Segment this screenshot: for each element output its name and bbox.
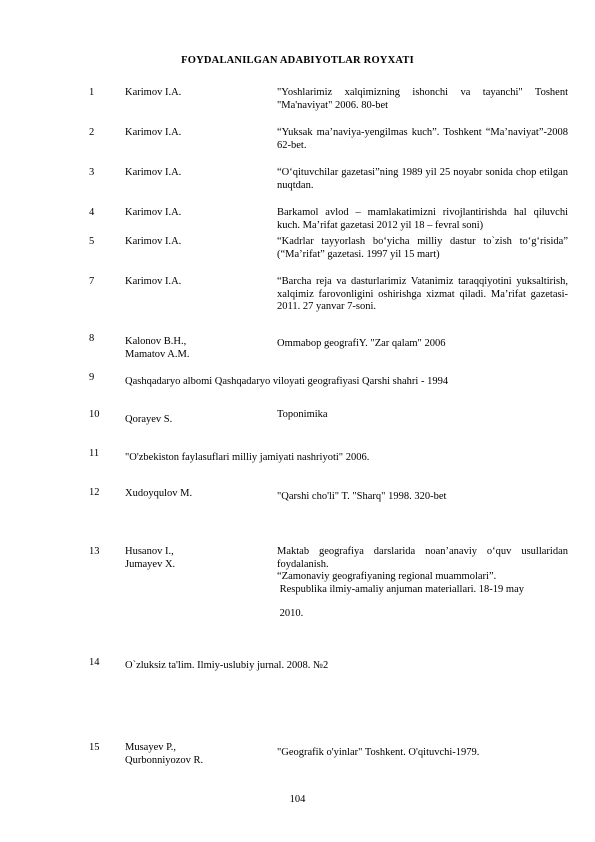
entry-number: 7 xyxy=(89,276,95,287)
entry-reference: "Qarshi cho'li" T. "Sharq" 1998. 320-bet xyxy=(277,491,447,502)
entry-reference: Barkamol avlod – mamlakatimizni rivojlantirishda hal qiluvchi kuch. Ma’rifat gazetasi 2012 yil 18 – fevral soni) xyxy=(277,207,568,231)
entry-author: Karimov I.A. xyxy=(125,87,182,98)
entry-reference: “O‘qituvchilar gazetasi”ning 1989 yil 25 noyabr sonida chop etilgan nuqtdan. xyxy=(277,167,568,191)
entry-number: 2 xyxy=(89,127,95,138)
entry-number: 10 xyxy=(89,409,100,420)
entry-reference: “Barcha reja va dasturlarimiz Vatanimiz taraqqiyotini yuksaltirish, xalqimiz farovonligini oshirishga xizmat qiladi. Ma’rifat gazetasi-2011. 27 yanvar 7-soni. xyxy=(277,276,568,312)
entry-number: 9 xyxy=(89,372,95,383)
entry-reference-line: “Zamonaviy geografiyaning regional muammolari”. xyxy=(277,571,497,582)
entry-number: 5 xyxy=(89,236,95,247)
entry-reference: Qashqadaryo albomi Qashqadaryo viloyati geografiyasi Qarshi shahri - 1994 xyxy=(125,376,449,387)
entry-author: Karimov I.A. xyxy=(125,127,182,138)
entry-number: 1 xyxy=(89,87,95,98)
entry-author: Karimov I.A. xyxy=(125,236,182,247)
entry-reference: Ommabop geografiY. "Zar qalam" 2006 xyxy=(277,338,446,349)
entry-number: 11 xyxy=(89,448,100,459)
entry-number: 14 xyxy=(89,657,100,668)
entry-author: Kalonov B.H., Mamatov A.M. xyxy=(125,336,190,360)
entry-reference: "Geografik o'yinlar" Toshkent. O'qituvchi-1979. xyxy=(277,747,480,758)
entry-author: Karimov I.A. xyxy=(125,276,182,287)
entry-author: Qorayev S. xyxy=(125,414,173,425)
entry-number: 3 xyxy=(89,167,95,178)
entry-author: Xudoyqulov M. xyxy=(125,488,193,499)
entry-reference: "Yoshlarimiz xalqimizning ishonchi va tayanchi" Toshent "Ma'naviyat" 2006. 80-bet xyxy=(277,87,568,111)
entry-reference: O`zluksiz ta'lim. Ilmiy-uslubiy jurnal. 2008. №2 xyxy=(125,660,329,671)
entry-number: 8 xyxy=(89,333,95,344)
entry-reference: "O'zbekiston faylasuflari milliy jamiyati nashriyoti" 2006. xyxy=(125,452,370,463)
entry-reference-line: Maktab geografiya darslarida noan’anaviy o‘quv usullaridan foydalanish. xyxy=(277,546,568,570)
entry-number: 15 xyxy=(89,742,100,753)
entry-author: Husanov I., Jumayev X. xyxy=(125,546,176,570)
entry-reference-line: Respublika ilmiy-amaliy anjuman materiallari. 18-19 may xyxy=(277,583,524,595)
entry-author: Karimov I.A. xyxy=(125,167,182,178)
entry-number: 13 xyxy=(89,546,100,557)
entry-reference: Toponimika xyxy=(277,409,328,420)
entry-reference: “Kadrlar tayyorlash bo‘yicha milliy dastur to`zish to‘g‘risida” (“Ma’rifat” gazetasi. 1997 yil 15 mart) xyxy=(277,236,568,260)
entry-reference xyxy=(277,546,568,621)
entry-number: 4 xyxy=(89,207,95,218)
page-title: FOYDALANILGAN ADABIYOTLAR ROYXATI xyxy=(181,55,414,66)
entry-reference: “Yuksak ma’naviya-yengilmas kuch”. Toshkent “Ma’naviyat”-2008 62-bet. xyxy=(277,127,568,151)
entry-reference-line: 2010. xyxy=(277,608,304,619)
page-number: 104 xyxy=(289,794,306,805)
entry-number: 12 xyxy=(89,487,100,498)
entry-author: Musayev P., Qurbonniyozov R. xyxy=(125,742,204,766)
entry-author: Karimov I.A. xyxy=(125,207,182,218)
